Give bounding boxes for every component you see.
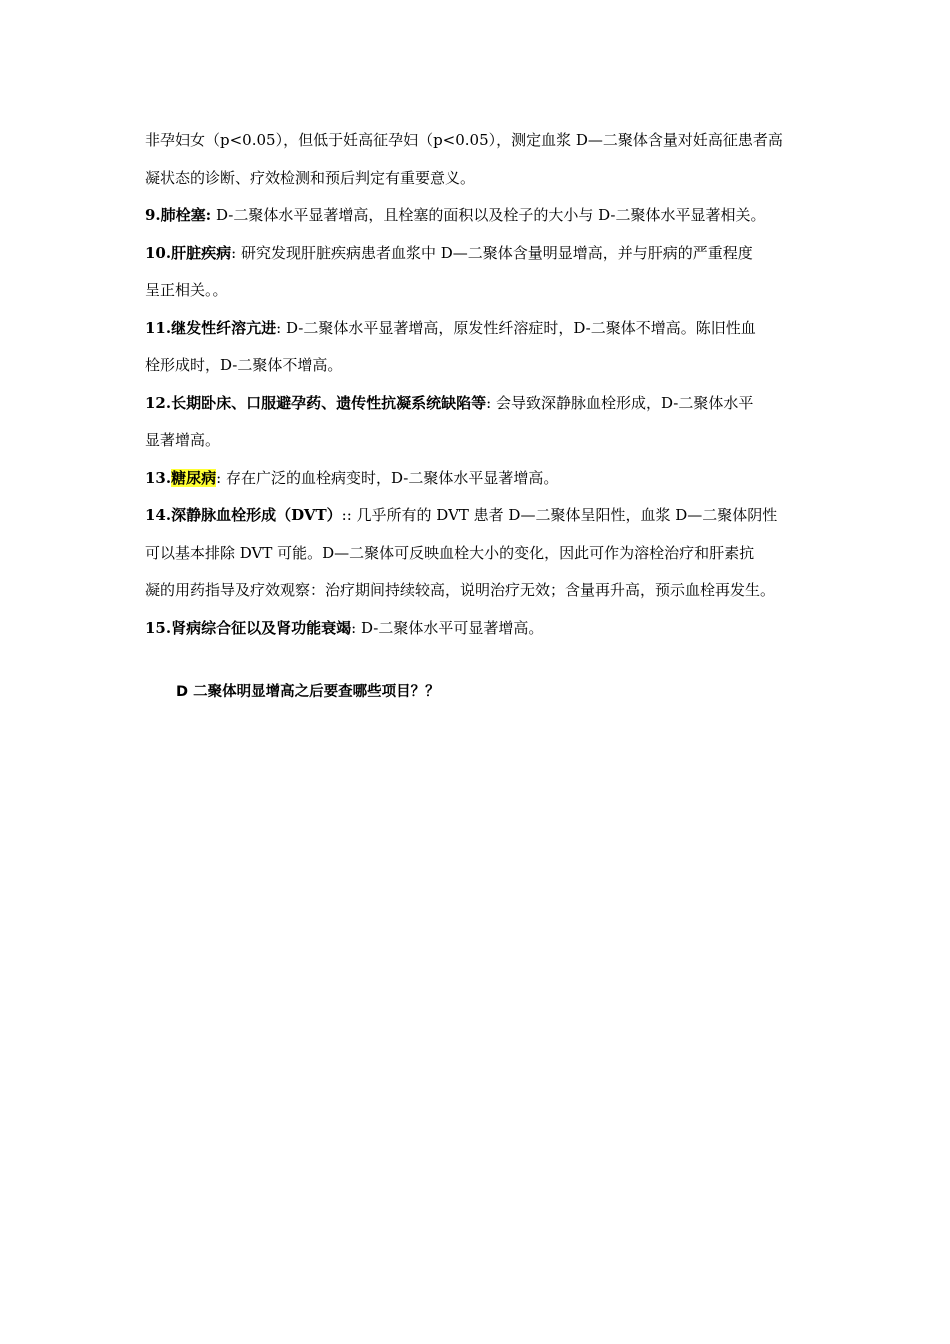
list-item-10 — [145, 235, 825, 310]
item-text: : D-二聚体水平可显著增高。 — [351, 618, 544, 637]
item-text: D-二聚体水平显著增高，且栓塞的面积以及栓子的大小与 D-二聚体水平显著相关。 — [211, 206, 766, 224]
question-heading: D 二聚体明显增高之后要查哪些项目？？ — [176, 684, 440, 700]
item-number: 13. — [145, 468, 172, 487]
intro-paragraph — [145, 122, 825, 197]
item-text-continued: 栓形成时，D-二聚体不增高。 — [145, 356, 343, 374]
item-text-continued: 呈正相关。。 — [145, 281, 228, 299]
item-text-continued: 显著增高。 — [145, 431, 221, 449]
item-text: : 会导致深静脉血栓形成，D-二聚体水平 — [486, 393, 754, 412]
text-line: 非孕妇女（p<0.05），但低于妊高征孕妇（p<0.05），测定血浆 D—二聚体含量对妊高征患者高 — [145, 131, 783, 149]
list-item-11 — [145, 310, 825, 385]
item-text: : 存在广泛的血栓病变时，D-二聚体水平显著增高。 — [216, 468, 559, 487]
list-item-9 — [145, 197, 825, 235]
list-item-15 — [145, 610, 825, 648]
item-text-continued: 可以基本排除 DVT 可能。D—二聚体可反映血栓大小的变化，因此可作为溶栓治疗和肝素抗 — [145, 543, 755, 562]
item-number: 9. — [145, 206, 161, 224]
item-text: :: 几乎所有的 DVT 患者 D—二聚体呈阳性，血浆 D—二聚体阴性 — [341, 506, 778, 524]
item-text: : 研究发现肝脏疾病患者血浆中 D—二聚体含量明显增高，并与肝病的严重程度 — [231, 243, 753, 262]
item-heading: 肾病综合征以及肾功能衰竭 — [171, 618, 352, 637]
item-number: 14. — [145, 506, 172, 524]
item-number: 15. — [145, 618, 172, 637]
list-item-12 — [145, 385, 825, 460]
list-item-13 — [145, 460, 825, 498]
item-heading: 继发性纤溶亢进 — [171, 318, 277, 337]
item-text: : D-二聚体水平显著增高，原发性纤溶症时，D-二聚体不增高。陈旧性血 — [276, 318, 756, 337]
item-heading: 肺栓塞: — [160, 206, 212, 224]
highlighted-heading: 糖尿病 — [171, 468, 217, 487]
item-text-continued: 凝的用药指导及疗效观察：治疗期间持续较高，说明治疗无效；含量再升高，预示血栓再发生。 — [145, 581, 776, 599]
item-number: 12. — [145, 393, 172, 412]
text-line: 凝状态的诊断、疗效检测和预后判定有重要意义。 — [145, 168, 476, 187]
item-number: 11. — [145, 318, 172, 337]
item-number: 10. — [145, 243, 172, 262]
document-body — [145, 122, 825, 647]
item-heading: 长期卧床、口服避孕药、遗传性抗凝系统缺陷等 — [171, 393, 487, 412]
list-item-14 — [145, 497, 825, 610]
item-heading: 肝脏疾病 — [171, 243, 232, 262]
item-heading: 深静脉血栓形成（DVT） — [171, 506, 342, 524]
